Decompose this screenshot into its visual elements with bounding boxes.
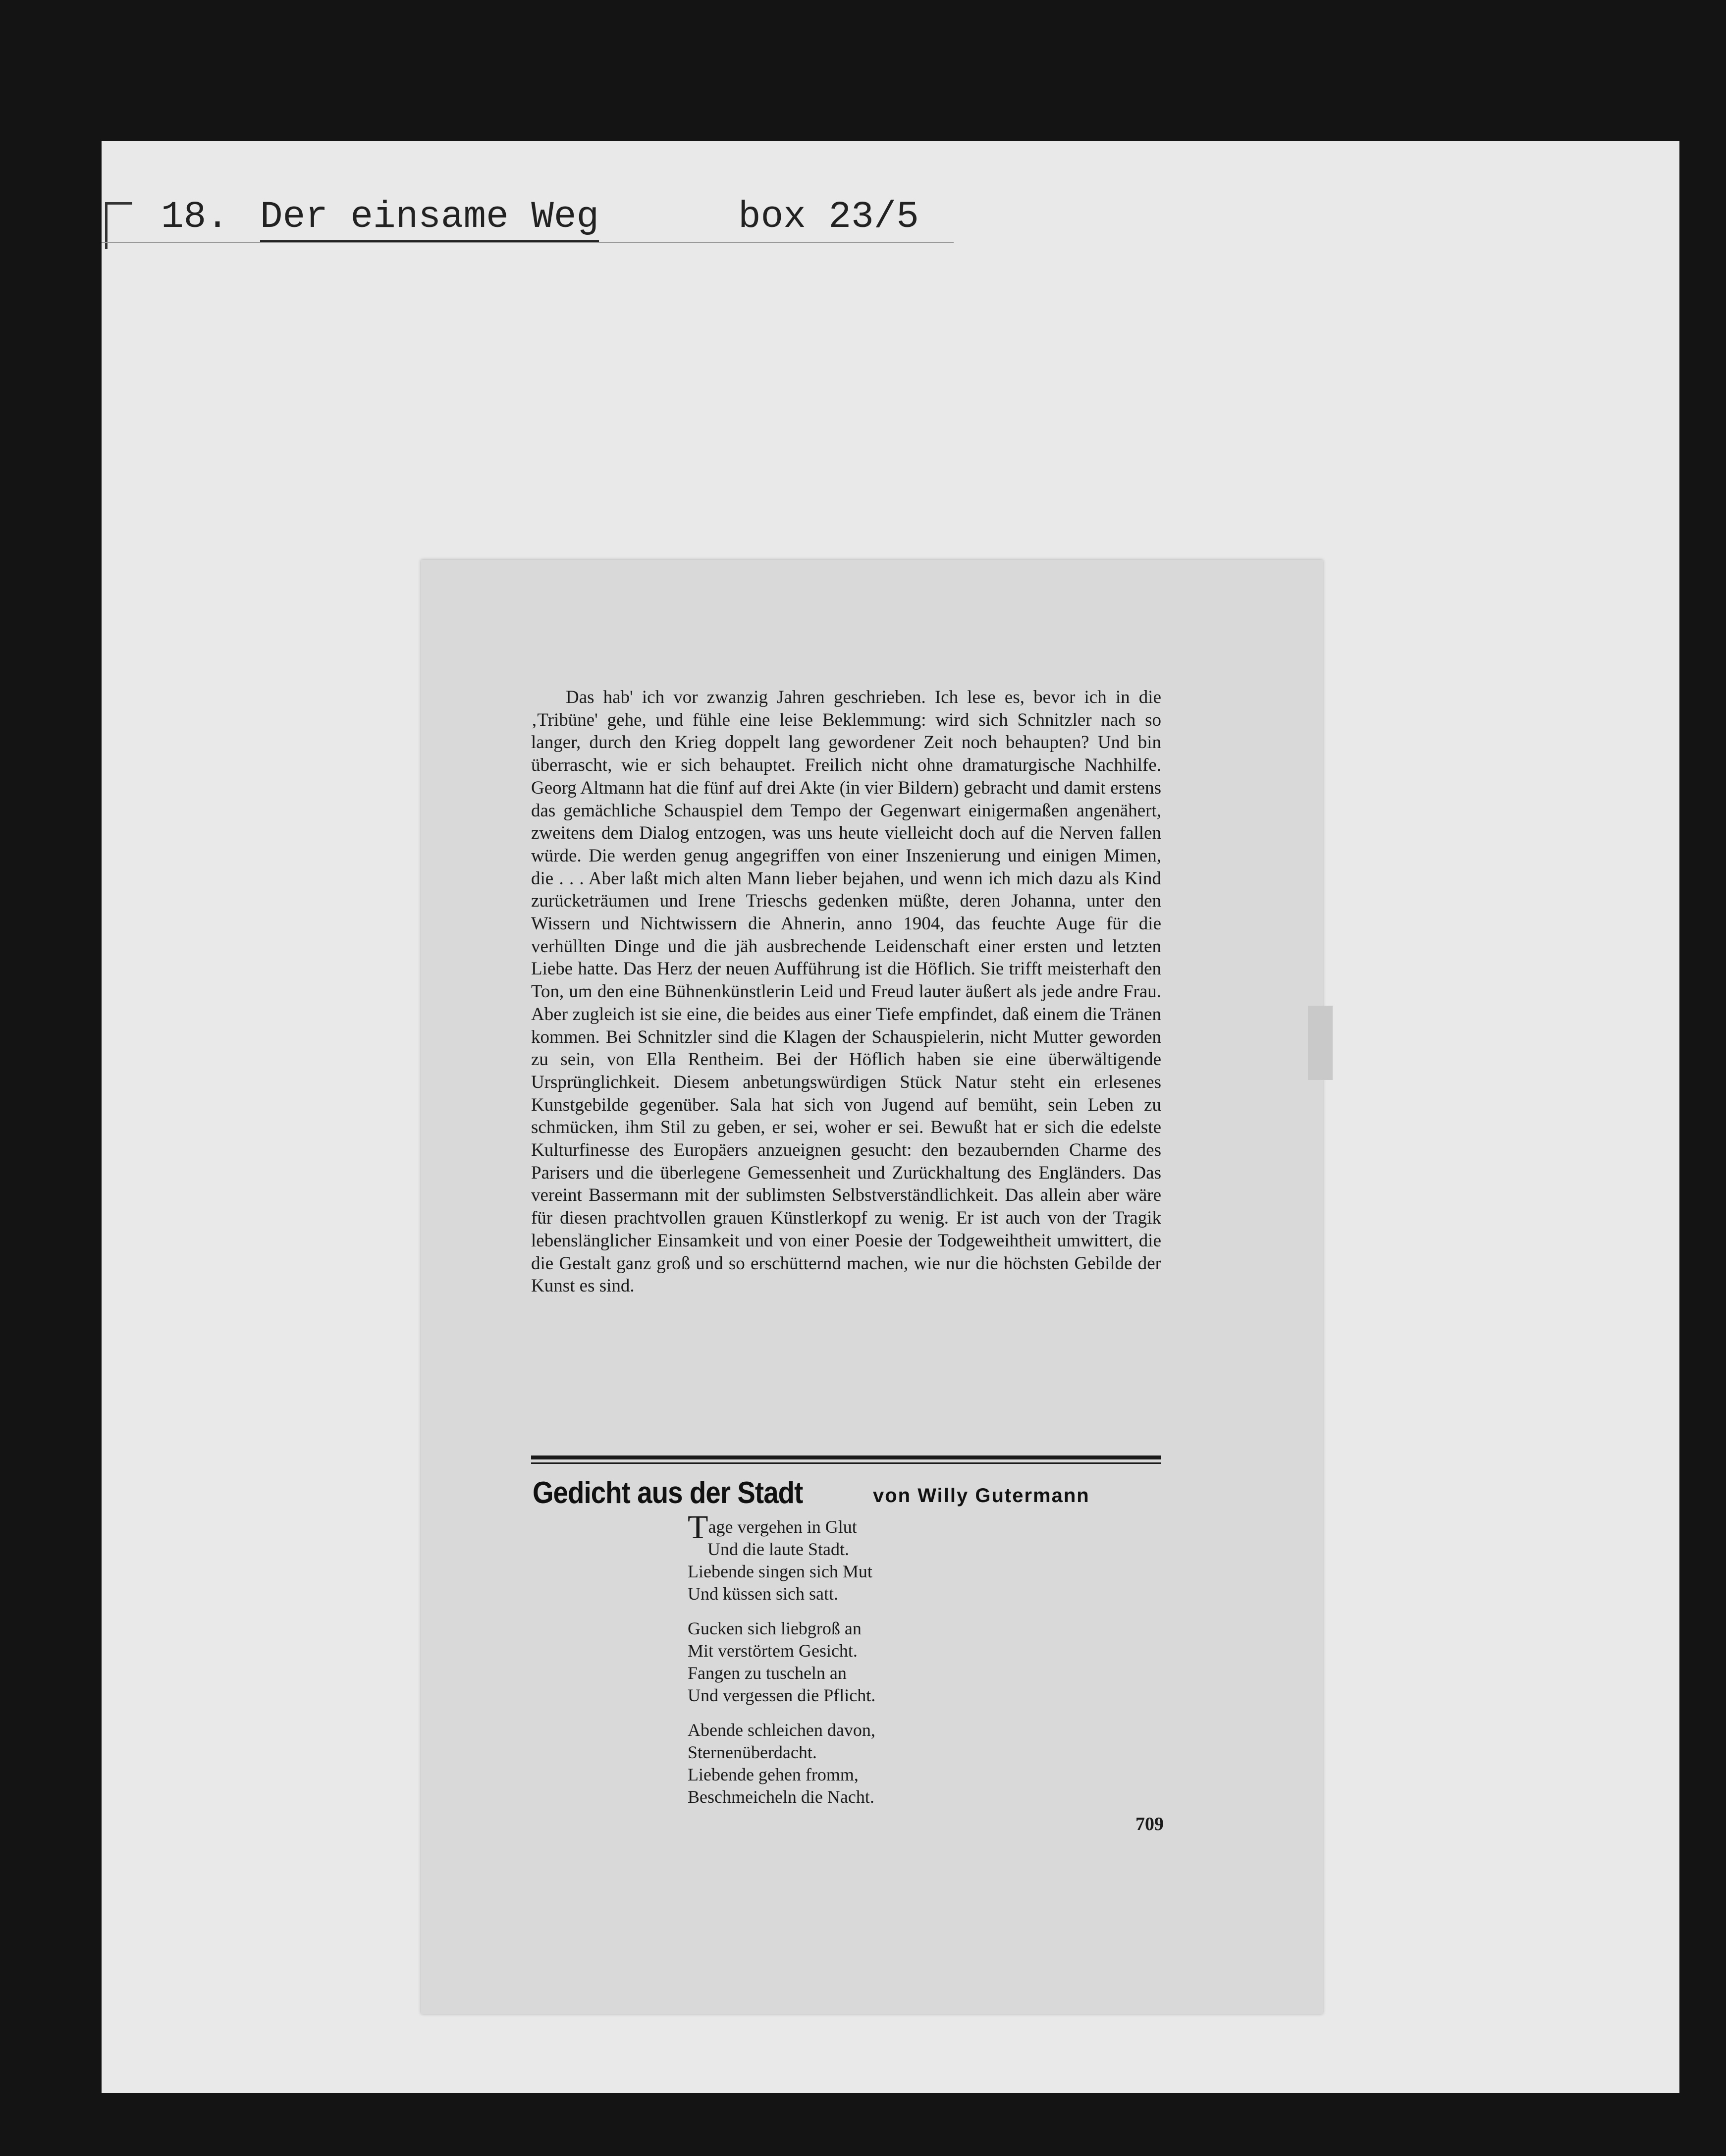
- poem-line: Beschmeicheln die Nacht.: [688, 1787, 874, 1807]
- section-rule-thick: [531, 1455, 1161, 1459]
- poem-line: Liebende gehen fromm,: [688, 1765, 859, 1784]
- header-box-label: box 23/5: [738, 196, 919, 238]
- poem-line: Liebende singen sich Mut: [688, 1562, 872, 1581]
- poem-line: Mit verstörtem Gesicht.: [688, 1641, 858, 1661]
- poem-stanza-3: [688, 1719, 875, 1808]
- poem: [688, 1508, 876, 1821]
- header-title: Der einsame Weg: [260, 196, 599, 243]
- poem-stanza-1: [688, 1508, 875, 1605]
- archive-header: [102, 196, 954, 255]
- poem-line: Und küssen sich satt.: [688, 1584, 838, 1604]
- poem-stanza-2: [688, 1617, 875, 1707]
- poem-line: Und vergessen die Pflicht.: [688, 1685, 876, 1705]
- article-paragraph: Das hab' ich vor zwanzig Jahren geschrieben. Ich lese es, bevor ich in die ‚Tribüne' gehe, und fühle eine leise Beklemmung: wird sich Schnitzler nach so langer, durch den Krieg doppelt lang gewordener Zeit noch behaupten? Und bin überrascht, wie er sich behauptet. Freilich nicht ohne dramaturgische Nachhilfe. Georg Altmann hat die fünf auf drei Akte (in vier Bildern) gebracht und damit erstens das gemächliche Schauspiel dem Tempo der Gegenwart einigermaßen angenähert, zweitens dem Dialog entzogen, was uns heute vielleicht doch auf die Nerven fallen würde. Die werden genug angegriffen von einer Inszenierung und einigen Mimen, die . . . Aber laßt mich alten Mann lieber bejahen, und wenn ich mich dazu als Kind zurücketräumen und Irene Trieschs gedenken müßte, deren Johanna, unter den Wissern und Nichtwissern die Ahnerin, anno 1904, das feuchte Auge für die verhüllten Dinge und die jäh ausbrechende Leidenschaft einer ersten und letzten Liebe hatte. Das Herz der neuen Aufführung ist die Höflich. Sie trifft meisterhaft den Ton, um den eine Bühnenkünstlerin Leid und Freud lauter äußert als jede andre Frau. Aber zugleich ist sie eine, die beides aus einer Tiefe empfindet, daß einem die Tränen kommen. Bei Schnitzler sind die Klagen der Schauspielerin, nicht Mutter geworden zu sein, von Ella Rentheim. Bei der Höflich haben sie eine überwältigende Ursprünglichkeit. Diesem anbetungswürdigen Stück Natur steht ein erlesenes Kunstgebilde gegenüber. Sala hat sich von Jugend auf bemüht, sein Leben zu schmücken, ihm Stil zu geben, er sei, woher er sei. Bewußt hat er sich die edelste Kulturfinesse des Europäers anzueignen gesucht: den bezaubernden Charme des Parisers und die überlegene Gemessenheit und Zurückhaltung des Engländers. Das vereint Bassermann mit der sublimsten Selbstverständlichkeit. Das allein aber wäre für diesen prachtvollen grauen Künstlerkopf zu wenig. Er ist auch von der Tragik lebenslänglicher Einsamkeit und von einer Poesie der Todgeweihtheit umwittert, die die Gestalt ganz groß und so erschütternd machen, wie nur die höchsten Gebilde der Kunst es sind.: [531, 687, 1161, 1296]
- poem-line: Fangen zu tuscheln an: [688, 1663, 847, 1683]
- clipping-tab: [1308, 1006, 1333, 1080]
- poem-author: von Willy Gutermann: [873, 1485, 1090, 1507]
- poem-line: Sternenüberdacht.: [688, 1742, 817, 1762]
- drop-cap: T: [688, 1508, 708, 1546]
- poem-line: Tage vergehen in Glut: [688, 1508, 857, 1546]
- header-rule: [102, 242, 954, 243]
- page-number: 709: [1135, 1814, 1164, 1834]
- poem-title: Gedicht aus der Stadt: [533, 1476, 803, 1510]
- poem-line: Abende schleichen davon,: [688, 1720, 875, 1740]
- article-body: [531, 686, 1161, 1297]
- poem-line: Und die laute Stadt.: [707, 1539, 849, 1559]
- header-number: 18.: [161, 196, 229, 238]
- poem-line: Gucken sich liebgroß an: [688, 1618, 862, 1638]
- section-rule-thin: [531, 1462, 1161, 1464]
